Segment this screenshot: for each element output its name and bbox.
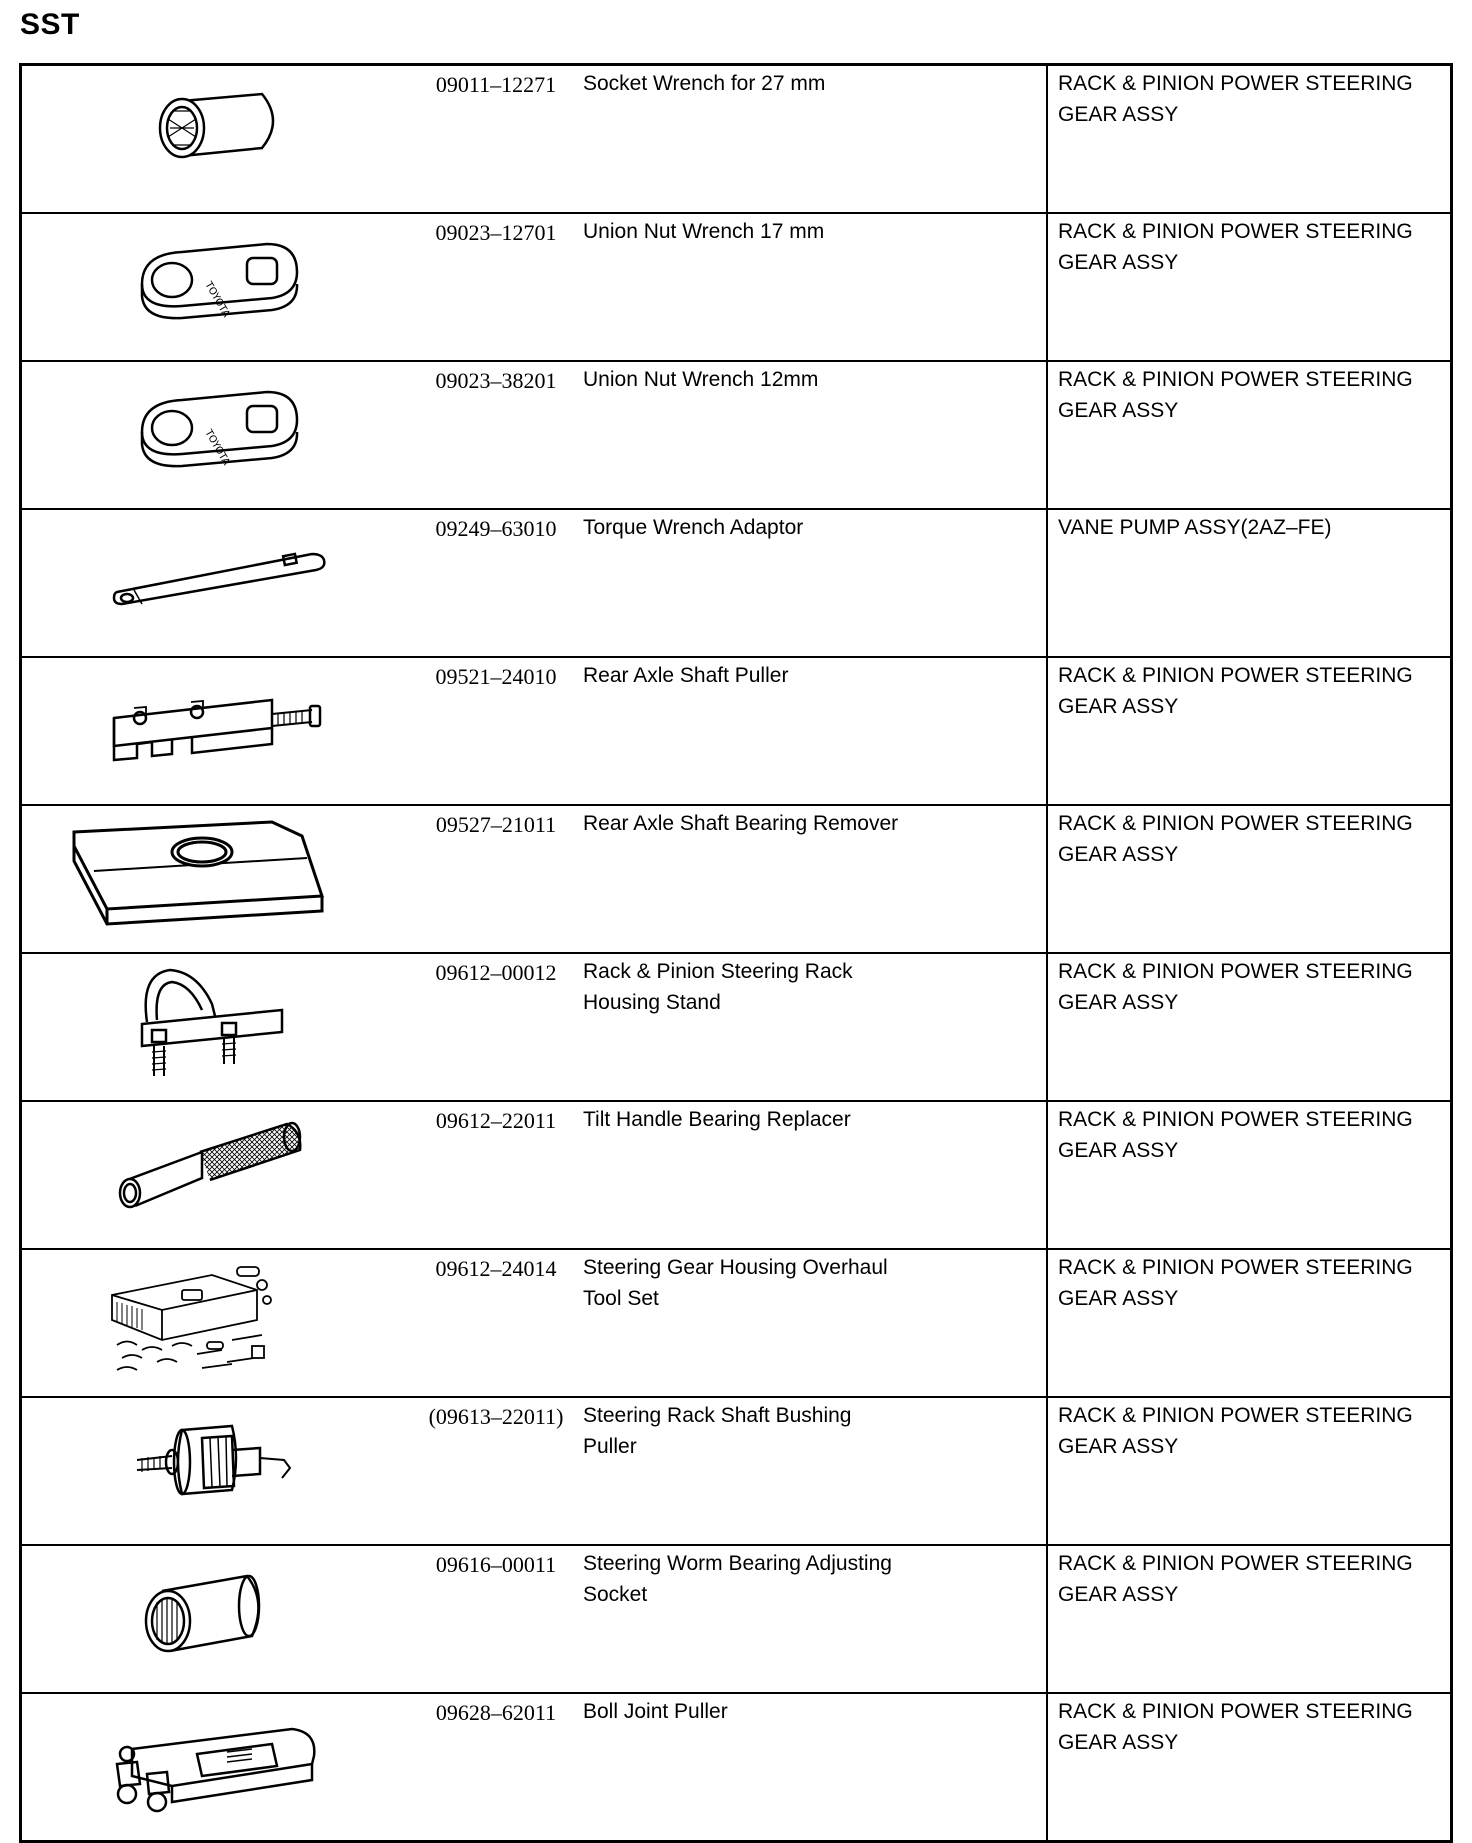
tool-usage: VANE PUMP ASSY(2AZ–FE) [1058,516,1332,539]
ball-joint-puller-icon [22,1694,412,1834]
shaft-puller-icon [22,658,412,798]
part-number: 09023–12701 [435,220,557,245]
tool-usage: RACK & PINION POWER STEERING GEAR ASSY [1058,220,1413,274]
bushing-puller-icon [22,1398,412,1538]
tool-name: Union Nut Wrench 17 mm [583,220,825,243]
bearing-remover-plate-icon [22,806,412,946]
tool-name: Rack & Pinion Steering Rack Housing Stand [583,960,853,1014]
tool-name: Torque Wrench Adaptor [583,516,804,539]
table-row [21,1545,1452,1693]
tool-name: Rear Axle Shaft Bearing Remover [583,812,899,835]
adjusting-socket-icon [22,1546,412,1686]
tool-usage: RACK & PINION POWER STEERING GEAR ASSY [1058,664,1413,718]
tool-usage: RACK & PINION POWER STEERING GEAR ASSY [1058,72,1413,126]
tool-usage: RACK & PINION POWER STEERING GEAR ASSY [1058,1256,1413,1310]
part-number: 09249–63010 [435,516,557,541]
part-number: 09521–24010 [435,664,557,689]
part-number: 09616–00011 [435,1552,557,1577]
union-nut-wrench-icon [22,214,412,354]
bearing-replacer-icon [22,1102,412,1242]
table-row [21,1101,1452,1249]
table-row [21,1693,1452,1842]
part-number: 09011–12271 [435,72,557,97]
tool-usage: RACK & PINION POWER STEERING GEAR ASSY [1058,1404,1413,1458]
part-number: 09023–38201 [435,368,557,393]
tool-name: Steering Gear Housing Overhaul Tool Set [583,1256,888,1310]
tool-usage: RACK & PINION POWER STEERING GEAR ASSY [1058,812,1413,866]
socket-wrench-icon [22,66,412,206]
union-nut-wrench-icon [22,362,412,502]
part-number: 09612–00012 [435,960,557,985]
tool-set-icon [22,1250,412,1390]
table-row [21,509,1452,657]
torque-wrench-adaptor-icon [22,510,412,650]
table-row [21,953,1452,1101]
svg-text:TOYOTA: TOYOTA [202,428,232,468]
tool-name: Tilt Handle Bearing Replacer [583,1108,851,1131]
part-number: 09527–21011 [435,812,557,837]
table-row [21,657,1452,805]
tool-name: Steering Worm Bearing Adjusting Socket [583,1552,892,1606]
tool-name: Boll Joint Puller [583,1700,728,1723]
part-number: 09612–24014 [435,1256,557,1281]
tool-name: Union Nut Wrench 12mm [583,368,819,391]
part-number: (09613–22011) [428,1404,564,1429]
table-row [21,805,1452,953]
tool-usage: RACK & PINION POWER STEERING GEAR ASSY [1058,1700,1413,1754]
table-row [21,65,1452,214]
tool-name: Socket Wrench for 27 mm [583,72,826,95]
sst-table [19,63,1453,1843]
svg-text:TOYOTA: TOYOTA [202,280,232,320]
tool-name: Rear Axle Shaft Puller [583,664,789,687]
tool-usage: RACK & PINION POWER STEERING GEAR ASSY [1058,1552,1413,1606]
page-title: SST [20,8,80,41]
table-row [21,361,1452,509]
table-row [21,213,1452,361]
part-number: 09628–62011 [435,1700,557,1725]
tool-name: Steering Rack Shaft Bushing Puller [583,1404,852,1458]
housing-stand-icon [22,954,412,1094]
tool-usage: RACK & PINION POWER STEERING GEAR ASSY [1058,1108,1413,1162]
part-number: 09612–22011 [435,1108,557,1133]
table-row [21,1249,1452,1397]
table-row [21,1397,1452,1545]
tool-usage: RACK & PINION POWER STEERING GEAR ASSY [1058,960,1413,1014]
tool-usage: RACK & PINION POWER STEERING GEAR ASSY [1058,368,1413,422]
